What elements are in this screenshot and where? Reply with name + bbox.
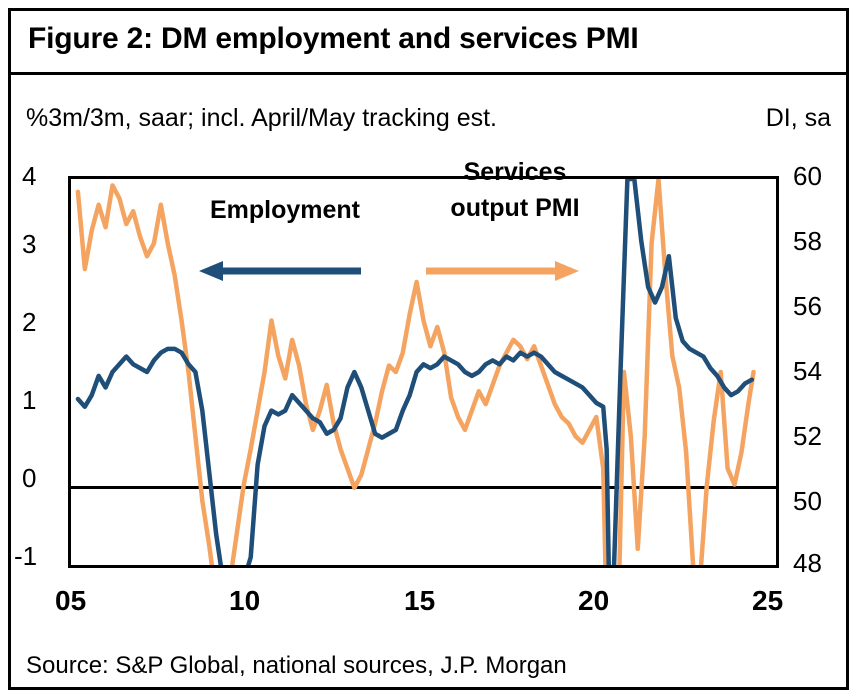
y-left-tick-3: 3 bbox=[22, 229, 37, 259]
figure-title: Figure 2: DM employment and services PMI bbox=[28, 22, 639, 55]
y-left-tick-neg1: -1 bbox=[14, 541, 38, 571]
x-tick-25: 25 bbox=[752, 585, 784, 616]
x-tick-10: 10 bbox=[229, 585, 261, 616]
y-left-tick-0: 0 bbox=[22, 463, 37, 493]
plot-inner bbox=[71, 179, 776, 565]
y-right-tick-60: 60 bbox=[793, 161, 822, 191]
x-tick-05: 05 bbox=[55, 585, 87, 616]
left-axis-units-label: %3m/3m, saar; incl. April/May tracking est. bbox=[26, 104, 497, 132]
x-tick-15: 15 bbox=[404, 585, 436, 616]
y-right-tick-56: 56 bbox=[793, 291, 822, 321]
right-axis-units-label: DI, sa bbox=[765, 104, 831, 132]
y-left-tick-4: 4 bbox=[22, 161, 37, 191]
y-right-tick-54: 54 bbox=[793, 356, 822, 386]
y-left-tick-2: 2 bbox=[22, 307, 37, 337]
y-right-tick-48: 48 bbox=[793, 548, 822, 578]
y-right-tick-50: 50 bbox=[793, 486, 822, 516]
y-right-tick-58: 58 bbox=[793, 226, 822, 256]
x-tick-20: 20 bbox=[578, 585, 610, 616]
employment-annotation: Employment bbox=[209, 196, 361, 224]
source-note: Source: S&P Global, national sources, J.P. Morgan bbox=[26, 652, 567, 679]
services-annotation-line2: output PMI bbox=[450, 194, 580, 222]
y-right-tick-52: 52 bbox=[793, 421, 822, 451]
services-annotation-line1: Services bbox=[463, 158, 567, 186]
y-left-tick-1: 1 bbox=[22, 385, 37, 415]
series-canvas bbox=[71, 179, 776, 565]
plot-area bbox=[68, 176, 779, 568]
title-divider bbox=[11, 72, 846, 75]
